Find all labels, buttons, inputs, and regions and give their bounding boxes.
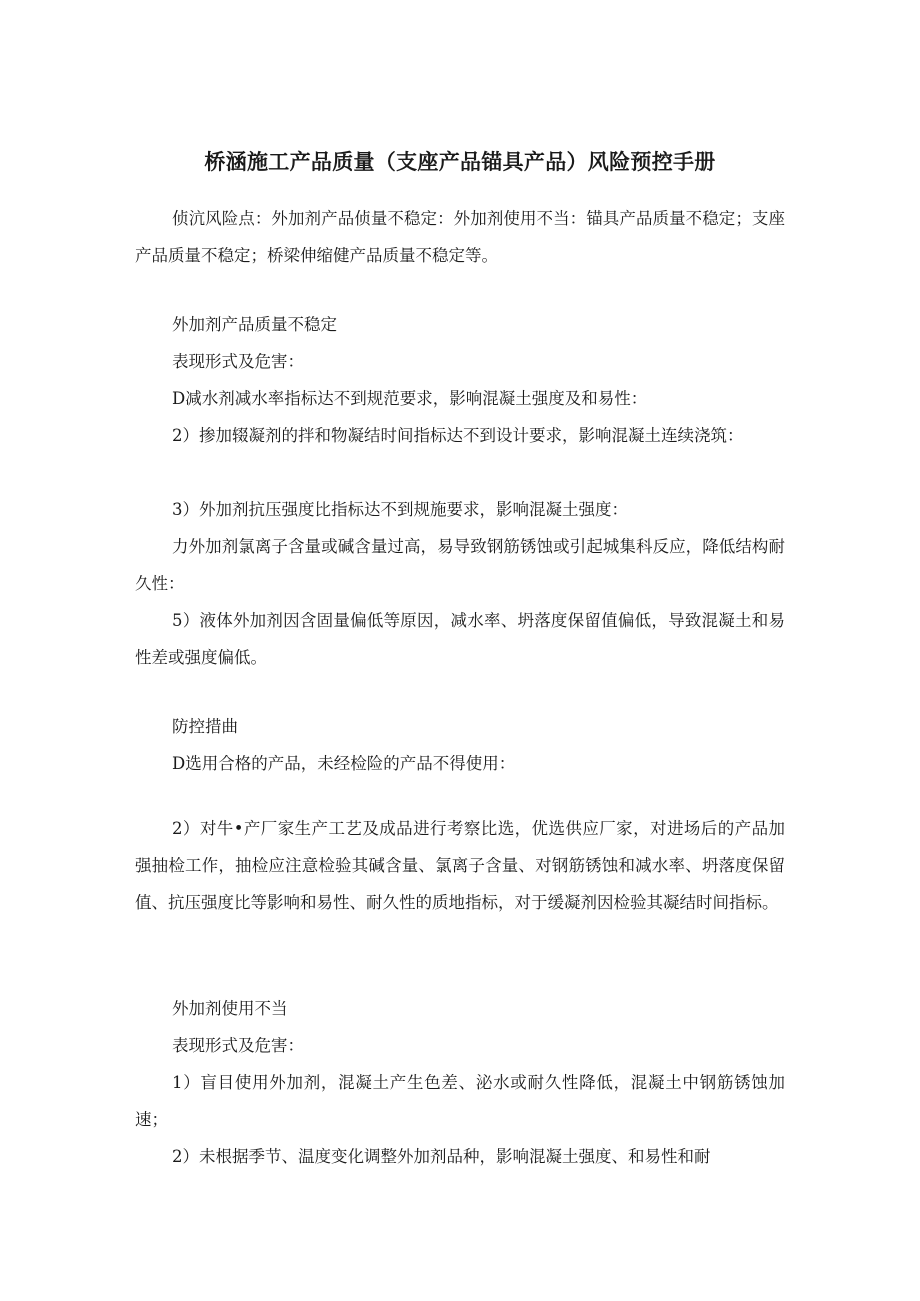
page-title: 桥涵施工产品质量（支座产品锚具产品）风险预控手册 bbox=[204, 150, 716, 174]
section-subheading-manifestation: 表现形式及危害： bbox=[172, 1036, 304, 1055]
section-heading-admixture-quality: 外加剂产品质量不稳定 bbox=[172, 315, 337, 334]
section-heading-prevention-measures: 防控措曲 bbox=[172, 717, 238, 736]
section-subheading-manifestation: 表现形式及危害： bbox=[172, 352, 304, 371]
section-heading-admixture-misuse: 外加剂使用不当 bbox=[172, 999, 288, 1018]
list-item: 2）未根据季节、温度变化调整外加剂品种，影响混凝土强度、和易性和耐 bbox=[172, 1147, 711, 1166]
list-item: 1）盲目使用外加剂，混凝土产生色差、泌水或耐久性降低，混凝土中钢筋锈蚀加速； bbox=[135, 1073, 785, 1129]
list-item: D选用合格的产品，未经检险的产品不得使用： bbox=[172, 754, 516, 773]
list-item: 2）对牛•产厂家生产工艺及成品进行考察比选，优选供应厂家，对进场后的产品加强抽检工作，抽检应注意检验其碱含量、氯离子含量、对钢筋锈蚀和减水率、坍落度保留值、抗压强度比等影响和易性、耐久性的质地指标，对于缓凝剂因检验其凝结时间指标。 bbox=[135, 819, 785, 912]
list-item: 力外加剂氯离子含量或碱含量过高，易导致钢筋锈蚀或引起城集科反应，降低结构耐久性： bbox=[135, 537, 785, 593]
list-item: 5）液体外加剂因含固量偏低等原因，减水率、坍落度保留值偏低，导致混凝土和易性差或强度偏低。 bbox=[135, 611, 785, 667]
list-item: 2）掺加辍凝剂的拌和物凝结时间指标达不到设计要求，影响混凝土连续浇筑： bbox=[172, 426, 744, 445]
intro-paragraph: 侦沆风险点：外加剂产品侦量不稳定：外加剂使用不当：锚具产品质量不稳定；支座产品质量不稳定；桥梁伸缩健产品质量不稳定等。 bbox=[135, 209, 785, 265]
list-item: 3）外加剂抗压强度比指标达不到规施要求，影响混凝土强度： bbox=[172, 500, 628, 519]
list-item: D减水剂减水率指标达不到规范要求，影响混凝土强度及和易性： bbox=[172, 389, 648, 408]
